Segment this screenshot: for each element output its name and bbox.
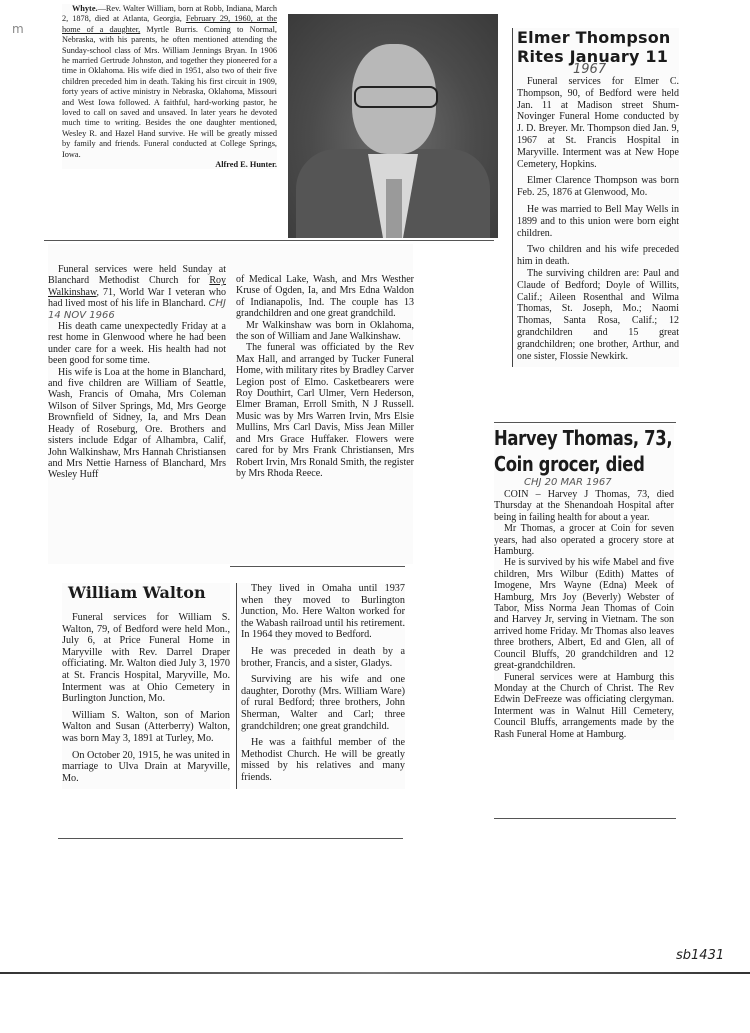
- elmer-paragraph: The surviving children are: Paul and Claude of Bedford; Doyle of Willits, Calif.; Aileen Rosenthal and Wilma Thomas, St. Joseph, Mo.; Naomi Thomas, Santa Rosa, Calif.; 12 grandchildren and 15 great grandchildren; one brother, Arthur, and one sister, Flossie Newkirk.: [517, 267, 679, 362]
- whyte-body: [62, 4, 277, 160]
- walton-paragraph: Funeral services for William S. Walton, 79, of Bedford were held Mon., July 6, at Price Funeral Home in Maryville with Rev. Darrel Draper officiating. Mr. Walton died July 3, 1970 at St. Francis Hospital, Maryville, Mo. Interment was at Ohio Cemetery in Burlington Junction, Mo.: [62, 612, 230, 705]
- elmer-headline-line2: Rites January 11: [517, 47, 669, 66]
- divider: [230, 566, 405, 567]
- clipping-harvey-thomas: [494, 425, 674, 740]
- elmer-paragraph: He was married to Bell May Wells in 1899 and to this union were born eight children.: [517, 203, 679, 239]
- page-bottom-rule: [0, 972, 750, 974]
- walkinshaw-paragraph: of Medical Lake, Wash, and Mrs Westher Kruse of Ogden, Ia, and Mrs Edna Waldon of Indianapolis, Ind. The couple has 13 grandchildren and one great grandchild.: [236, 274, 414, 320]
- whyte-death-date: February 29, 1960, at the home of a daughter,: [62, 14, 277, 34]
- walkinshaw-name: Roy Walkinshaw: [48, 275, 226, 298]
- margin-handwritten-mark: m: [12, 22, 24, 36]
- walton-col1-text: [62, 612, 230, 784]
- walkinshaw-paragraph: The funeral was officiated by the Rev Max Hall, and arranged by Tucker Funeral Home, with military rites by Bradley Carver Legion post of Elmo. Casketbearers were Roy Douthirt, Carl Ulmer, Vern Hederson, Elmer Braman, Erroll Smith, N J Russell. Music was by Mrs Warren Irvin, Mrs Elsie Mullins, Mrs Carl Davis, Miss Jean Miller and Mrs Grace Huffaker. Flowers were cared for by Mrs Frank Christiansen, Mrs Robert Irvin, Mrs Ronald Smith, the register by Mrs Rhoda Reece.: [236, 342, 414, 479]
- walkinshaw-paragraph: His death came unexpectedly Friday at a rest home in Glenwood where he had been under care for a week. His health had not been good for some time.: [48, 321, 226, 367]
- walton-paragraph: He was preceded in death by a brother, Francis, and a sister, Gladys.: [241, 645, 405, 669]
- whyte-signature: Alfred E. Hunter.: [215, 160, 277, 170]
- walton-headline: William Walton: [68, 583, 206, 602]
- walkinshaw-intro-1: Funeral services were held Sunday at Blanchard Methodist Church for: [48, 264, 226, 287]
- walkinshaw-intro: [48, 264, 226, 321]
- clipping-william-walton-col2: [236, 583, 405, 789]
- walton-col2-text: [241, 583, 405, 784]
- clipping-whyte-obituary: [62, 4, 277, 169]
- catalog-number: sb1431: [676, 948, 725, 963]
- walkinshaw-column-2: [236, 274, 414, 479]
- elmer-paragraph: Elmer Clarence Thompson was born Feb. 25, 1876 at Glenwood, Mo.: [517, 175, 679, 199]
- clipping-roy-walkinshaw: [48, 244, 413, 564]
- divider: [58, 838, 403, 839]
- walton-paragraph: On October 20, 1915, he was united in marriage to Ulva Drain at Maryville, Mo.: [62, 749, 230, 784]
- harvey-body: [494, 489, 674, 740]
- walton-paragraph: Surviving are his wife and one daughter, Dorothy (Mrs. William Ware) of rural Bedford; three brothers, John Sherman, Walter and Carl; three grandchildren; one great grandchild.: [241, 674, 405, 732]
- whyte-body-1: —Rev. Walter William, born at Robb, Indiana, March 2, 1878, died at Atlanta, Georgia,: [62, 4, 277, 24]
- divider: [494, 818, 676, 819]
- clipping-elmer-thompson: [512, 28, 679, 367]
- walton-paragraph: William S. Walton, son of Marion Walton and Susan (Atterberry) Walton, was born May 3, 1891 at Turley, Mo.: [62, 709, 230, 744]
- harvey-paragraph: Funeral services were at Hamburg this Monday at the Church of Christ. The Rev Edwin DeFreeze was officiating clergyman. Interment was in Walnut Hill Cemetery, Council Bluffs, arrangements made by the Rash Funeral Home at Hamburg.: [494, 671, 674, 740]
- walkinshaw-paragraph: Mr Walkinshaw was born in Oklahoma, the son of William and Jane Walkinshaw.: [236, 319, 414, 343]
- portrait-photo: [288, 14, 498, 238]
- photo-tie: [386, 179, 402, 238]
- walkinshaw-paragraph: His wife is Loa at the home in Blanchard, and five children are William of Seattle, Wash, Francis of Omaha, Mrs Coleman Wilson of Silver Springs, Md, Mrs George Brownfield of Sidney, Ia, and Mrs Dean Heady of Roseburg, Ore. Brothers and sisters include Edgar of Alhambra, Calif, John Walkinshaw, Mrs Hannah Christiansen and Mrs Nettie Harness of Blanchard, Mrs Wesley Huff: [48, 366, 226, 481]
- photo-glasses: [354, 86, 438, 108]
- harvey-headline-line1: Harvey Thomas, 73,: [494, 426, 673, 450]
- walkinshaw-intro-2: , 71, World War I veteran who had lived most of his life in Blanchard.: [48, 286, 226, 310]
- elmer-paragraph: Two children and his wife preceded him in death.: [517, 244, 679, 268]
- elmer-paragraph: Funeral services for Elmer C. Thompson, 90, of Bedford were held Jan. 11 at Madison street Shum-Novinger Funeral Home conducted by J. D. Breyer. Mr. Thompson died Jan. 9, 1967 at St. Francis Hospital in Maryville. Interment was at New Hope Cemetery, Hopkins.: [517, 76, 679, 170]
- elmer-headline-line1: Elmer Thompson: [517, 28, 671, 47]
- harvey-paragraph: COIN – Harvey J Thomas, 73, died Thursday at the Shenandoah Hospital after being in failing health for about a year.: [494, 489, 674, 523]
- walton-paragraph: He was a faithful member of the Methodist Church. He will be greatly missed by his relatives and many friends.: [241, 737, 405, 783]
- divider: [44, 240, 494, 241]
- whyte-lead: Whyte.: [72, 4, 98, 13]
- divider: [494, 422, 676, 423]
- walkinshaw-col2-text: [236, 274, 414, 479]
- walton-paragraph: They lived in Omaha until 1937 when they moved to Burlington Junction, Mo. Here Walton worked for the Wabash railroad until his retirement. In 1964 they moved to Bedford.: [241, 583, 405, 641]
- harvey-paragraph: Mr Thomas, a grocer at Coin for seven years, had also operated a grocery store at Hamburg.: [494, 523, 674, 558]
- clipping-william-walton-col1: [62, 583, 230, 789]
- elmer-body: [517, 76, 679, 362]
- elmer-handwritten-year: 1967: [573, 62, 607, 77]
- harvey-paragraph: He is survived by his wife Mabel and five children, Mrs Wilbur (Edith) Mattes of Imogene, Mrs Wayne (Edna) Meek of Hamburg, Mrs Joy (Beverly) Webster of Tabor, Miss Norma Jean Thomas of Coin and Harvey Jr, serving in Vietnam. The son arrived home Friday. Mr Thomas also leaves three brothers, Albert, Ed and Glen, all of Council Bluffs, 20 grandchildren and 12 great-grandchildren.: [494, 557, 674, 672]
- whyte-body-2: Myrtle Burris. Coming to Normal, Nebraska, with his parents, he often mentioned attending the Sunday-school class of Mrs. William Jennings Bryan. In 1906 he married Gertrude Johnston, and together they pioneered for a time in Oklahoma. His wife died in 1951, also two of their five children preceded him in death. Taking his first circuit in 1909, forty years of active ministry in Nebraska, Oklahoma, Missouri and West Iowa followed. A faithful, hard-working pastor, he loved to call on saved and unsaved. In later years he devoted much time to writing. Besides the one daughter mentioned, Wesley R. and Hazel Hand survive. He will be greatly missed by family and friends. Funeral conducted at College Springs, Iowa.: [62, 24, 277, 159]
- walkinshaw-col1-text: [48, 264, 226, 481]
- walkinshaw-handwritten-note: CHJ 14 NOV 1966: [48, 298, 226, 321]
- harvey-handwritten-note: CHJ 20 MAR 1967: [524, 477, 612, 488]
- walkinshaw-column-1: [48, 264, 226, 481]
- harvey-headline-line2: Coin grocer, died: [494, 452, 645, 476]
